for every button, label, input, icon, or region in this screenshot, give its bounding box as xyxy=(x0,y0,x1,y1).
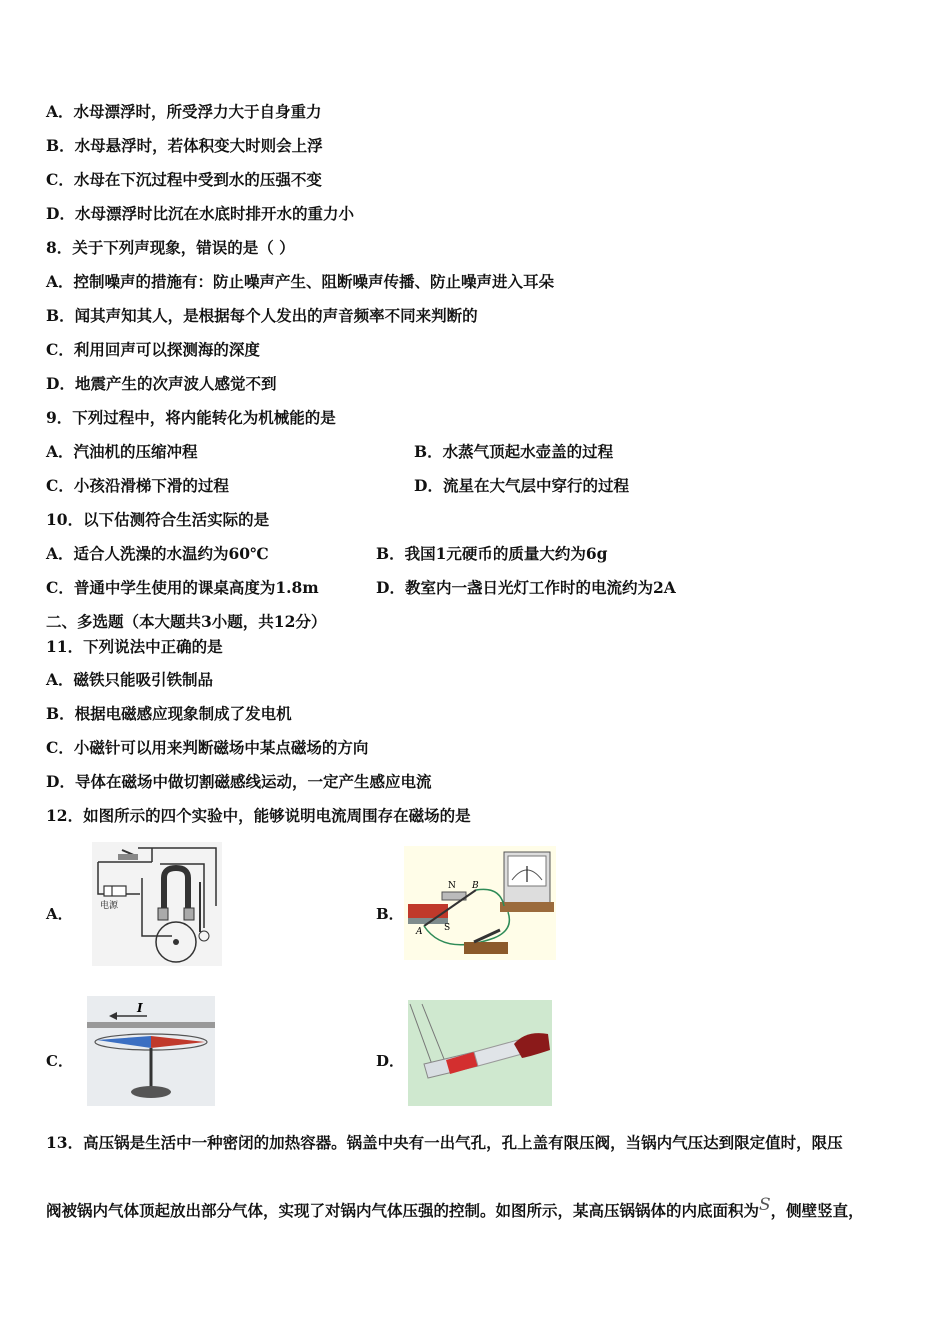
q11-stem: 11．下列说法中正确的是 xyxy=(46,637,223,656)
q11-option-d: D．导体在磁场中做切割磁感线运动，一定产生感应电流 xyxy=(46,772,432,791)
q12-figure-d-magnet xyxy=(408,1000,552,1106)
q10-option-b: B．我国1元硬币的质量大约为6g xyxy=(376,544,608,563)
q12-label-b: B． xyxy=(376,905,404,923)
q10-option-a: A．适合人洗澡的水温约为60℃ xyxy=(46,544,269,563)
q11-option-c: C．小磁针可以用来判断磁场中某点磁场的方向 xyxy=(46,738,369,757)
fig-b-letter-s: S xyxy=(444,923,451,933)
q8-option-a: A．控制噪声的措施有：防止噪声产生、阻断噪声传播、防止噪声进入耳朵 xyxy=(46,272,555,291)
q9-option-a: A．汽油机的压缩冲程 xyxy=(46,442,198,461)
q13-line-2 xyxy=(46,1195,864,1221)
q9-option-b: B．水蒸气顶起水壶盖的过程 xyxy=(414,442,614,461)
q10-stem: 10．以下估测符合生活实际的是 xyxy=(46,510,270,529)
q12-figure-a-electric-bell xyxy=(92,842,222,966)
q8-stem: 8．关于下列声现象，错误的是（ ） xyxy=(46,238,295,257)
q12-label-c: C． xyxy=(46,1052,73,1070)
q11-option-a: A．磁铁只能吸引铁制品 xyxy=(46,670,214,689)
q10-option-d: D．教室内一盏日光灯工作时的电流约为2A xyxy=(376,578,676,597)
q13-symbol-s: S xyxy=(759,1195,771,1215)
fig-c-current-label: I xyxy=(137,1001,143,1015)
q8-option-d: D．地震产生的次声波人感觉不到 xyxy=(46,374,277,393)
q7-option-b: B．水母悬浮时，若体积变大时则会上浮 xyxy=(46,136,323,155)
q9-option-c: C．小孩沿滑梯下滑的过程 xyxy=(46,476,229,495)
q12-figure-b-induction xyxy=(404,846,556,960)
q13-line-1: 13．高压锅是生活中一种密闭的加热容器。锅盖中央有一出气孔，孔上盖有限压阀，当锅内气压达到限定值时，限压 xyxy=(46,1133,843,1152)
q8-option-c: C．利用回声可以探测海的深度 xyxy=(46,340,260,359)
q12-label-a: A． xyxy=(46,905,73,923)
fig-b-letter-a: A xyxy=(416,927,423,937)
q11-option-b: B．根据电磁感应现象制成了发电机 xyxy=(46,704,292,723)
q7-option-c: C．水母在下沉过程中受到水的压强不变 xyxy=(46,170,322,189)
section-2-heading: 二、多选题（本大题共3小题，共12分） xyxy=(46,612,327,631)
q12-label-d: D． xyxy=(376,1052,405,1070)
q12-stem: 12．如图所示的四个实验中，能够说明电流周围存在磁场的是 xyxy=(46,806,471,825)
q7-option-a: A．水母漂浮时，所受浮力大于自身重力 xyxy=(46,102,322,121)
q9-stem: 9．下列过程中，将内能转化为机械能的是 xyxy=(46,408,336,427)
fig-b-letter-b: B xyxy=(472,881,479,891)
q13-line-2-text: 阀被锅内气体顶起放出部分气体，实现了对锅内气体压强的控制。如图所示，某高压锅锅体的内底面积为 xyxy=(46,1201,760,1220)
q8-option-b: B．闻其声知其人，是根据每个人发出的声音频率不同来判断的 xyxy=(46,306,478,325)
q10-option-c: C．普通中学生使用的课桌高度为1.8m xyxy=(46,578,319,597)
fig-b-letter-n: N xyxy=(448,881,456,891)
q13-line-2-end: ，侧壁竖直， xyxy=(770,1201,864,1220)
fig-a-power-label: 电源 xyxy=(100,901,119,911)
q9-option-d: D．流星在大气层中穿行的过程 xyxy=(414,476,629,495)
q12-figure-c-oersted xyxy=(87,996,215,1106)
q7-option-d: D．水母漂浮时比沉在水底时排开水的重力小 xyxy=(46,204,354,223)
